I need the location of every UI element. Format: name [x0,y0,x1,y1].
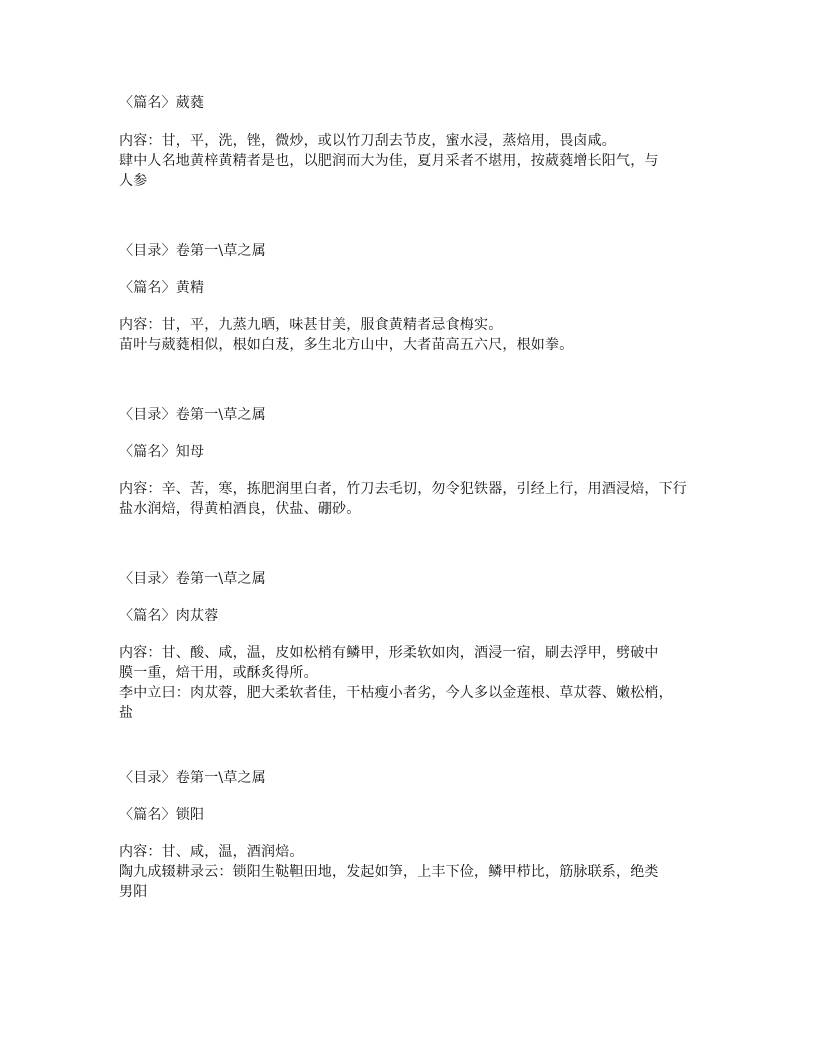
entry-title: 〈篇名〉知母 [119,444,205,460]
entry-title: 〈篇名〉黄精 [119,280,205,296]
entry-catalog: 〈目录〉卷第一\草之属 [119,770,266,786]
entry-extra-line: 肆中人名地黄梓黄精者是也，以肥润而大为佳，夏月采者不堪用，按葳蕤增长阳气，与 [119,153,659,169]
entry-title: 〈篇名〉锁阳 [119,807,205,823]
entry-content: 内容：甘，平，洗，锉，微炒，或以竹刀刮去节皮，蜜水浸，蒸焙用，畏卤咸。 [119,133,616,149]
entry-content-line: 内容：甘、酸、咸，温，皮如松梢有鳞甲，形柔软如肉，酒浸一宿，刷去浮甲，劈破中 [119,645,659,661]
entry-catalog: 〈目录〉卷第一\草之属 [119,243,266,259]
entry-title: 〈篇名〉葳蕤 [119,95,205,111]
entry-catalog: 〈目录〉卷第一\草之属 [119,571,266,587]
entry-extra-line: 苗叶与葳蕤相似，根如白芨，多生北方山中，大者苗高五六尺，根如拳。 [119,337,574,353]
entry-content-line: 盐水润焙，得黄柏酒良，伏盐、硼砂。 [119,501,361,517]
entry-catalog: 〈目录〉卷第一\草之属 [119,407,266,423]
entry-content-line: 内容：辛、苦，寒，拣肥润里白者，竹刀去毛切，勿令犯铁器，引经上行，用酒浸焙，下行 [119,481,687,497]
entry-content-line: 膜一重，焙干用，或酥炙得所。 [119,665,318,681]
entry-content: 内容：甘，平，九蒸九晒，味甚甘美，服食黄精者忌食梅实。 [119,317,503,333]
entry-extra-line: 陶九成辍耕录云：锁阳生鞑靼田地，发起如笋，上丰下俭，鳞甲栉比，筋脉联系，绝类 [119,864,659,880]
entry-title: 〈篇名〉肉苁蓉 [119,608,219,624]
entry-content: 内容：甘、咸，温，酒润焙。 [119,844,304,860]
entry-extra-line: 李中立曰：肉苁蓉，肥大柔软者佳，干枯瘦小者劣，今人多以金莲根、草苁蓉、嫩松梢， [119,685,673,701]
entry-extra-line: 盐 [119,705,134,721]
entry-extra-line: 男阳 [119,884,148,900]
entry-extra-line: 人参 [119,173,148,189]
